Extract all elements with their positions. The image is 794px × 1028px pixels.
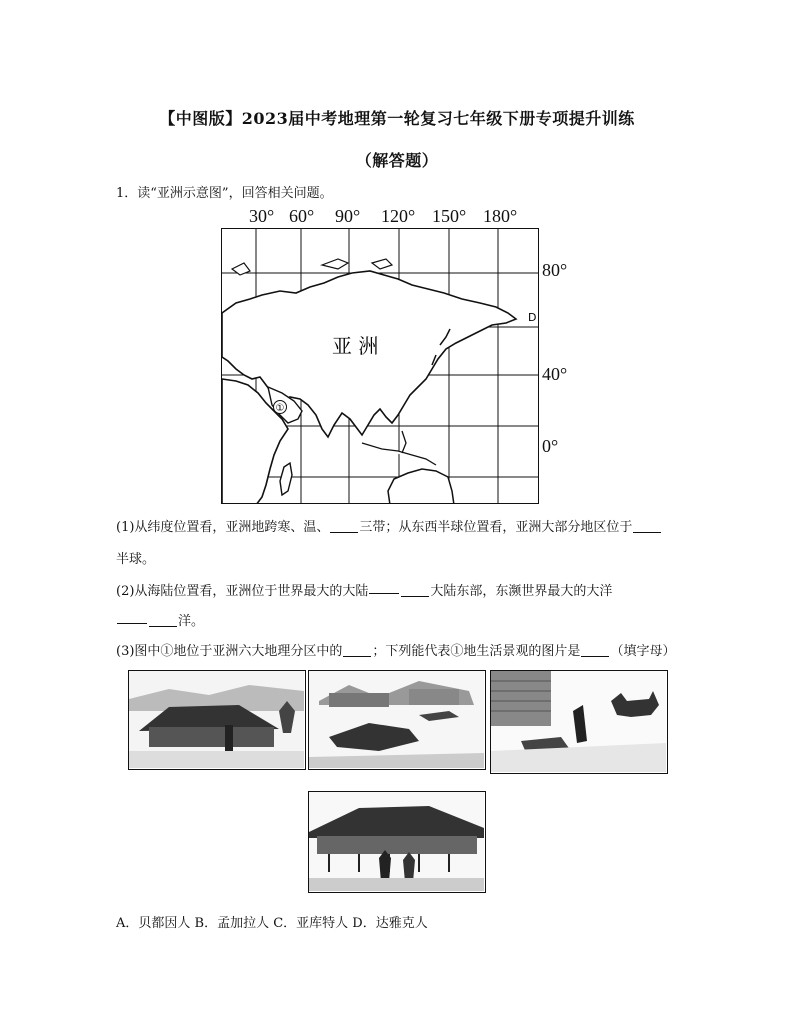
question-stem: 1．读“亚洲示意图”，回答相关问题。 <box>116 186 333 201</box>
picture-c-illustration <box>491 671 666 772</box>
picture-a <box>128 670 306 770</box>
picture-b-illustration <box>309 671 484 768</box>
question-3-line <box>116 640 675 659</box>
australia-outline <box>388 469 454 504</box>
lon-label-120: 120° <box>381 206 416 226</box>
question-3-part-a: (3)图中①地位于亚洲六大地理分区中的 <box>116 644 343 659</box>
picture-c <box>490 670 668 774</box>
question-1-line <box>116 516 662 535</box>
question-3-part-c: （填字母） <box>610 644 676 659</box>
question-2-part-a: (2)从海陆位置看，亚洲位于世界最大的大陆 <box>116 584 369 599</box>
answer-blank-1b[interactable] <box>633 520 661 533</box>
lon-label-90: 90° <box>335 206 361 226</box>
map-point-d-label: D <box>528 311 537 324</box>
question-3-part-b: ；下列能代表①地生活景观的图片是 <box>372 644 581 659</box>
asia-map <box>221 228 539 504</box>
question-2-end-line <box>116 610 204 629</box>
answer-blank-2b[interactable] <box>149 614 177 627</box>
dash-2a <box>369 585 399 594</box>
picture-a-illustration <box>129 671 304 768</box>
question-2-part-b: 大陆东部，东濒世界最大的大洋 <box>430 584 613 599</box>
question-2-line <box>116 580 612 599</box>
madagascar-outline <box>280 463 292 495</box>
map-marker-label: ① <box>275 403 285 414</box>
lon-label-30: 30° <box>249 206 275 226</box>
answer-options: A．贝都因人 B．孟加拉人 C．亚库特人 D．达雅克人 <box>116 916 428 931</box>
lon-label-60: 60° <box>289 206 315 226</box>
continent-label: 亚 洲 <box>332 334 379 358</box>
picture-d <box>308 791 486 893</box>
picture-d-illustration <box>309 792 484 891</box>
answer-blank-1a[interactable] <box>330 520 358 533</box>
answer-blank-3b[interactable] <box>581 644 609 657</box>
question-1-part-b: 三带；从东西半球位置看，亚洲大部分地区位于 <box>359 520 633 535</box>
question-1-part-a: (1)从纬度位置看，亚洲地跨寒、温、 <box>116 520 330 535</box>
answer-blank-2a[interactable] <box>401 584 429 597</box>
page-title: 【中图版】2023届中考地理第一轮复习七年级下册专项提升训练 <box>159 109 635 128</box>
lat-label-0: 0° <box>542 436 559 456</box>
lat-label-40: 40° <box>542 364 568 384</box>
lat-label-80: 80° <box>542 260 568 280</box>
asia-map-drawing <box>222 229 539 504</box>
page-subtitle: （解答题） <box>355 151 439 170</box>
lon-label-180: 180° <box>483 206 518 226</box>
answer-blank-3a[interactable] <box>343 644 371 657</box>
question-1-end: 半球。 <box>116 552 156 567</box>
question-2-part-c: 洋。 <box>178 614 205 629</box>
picture-b <box>308 670 486 770</box>
lon-label-150: 150° <box>432 206 467 226</box>
dash-2b <box>117 615 147 624</box>
